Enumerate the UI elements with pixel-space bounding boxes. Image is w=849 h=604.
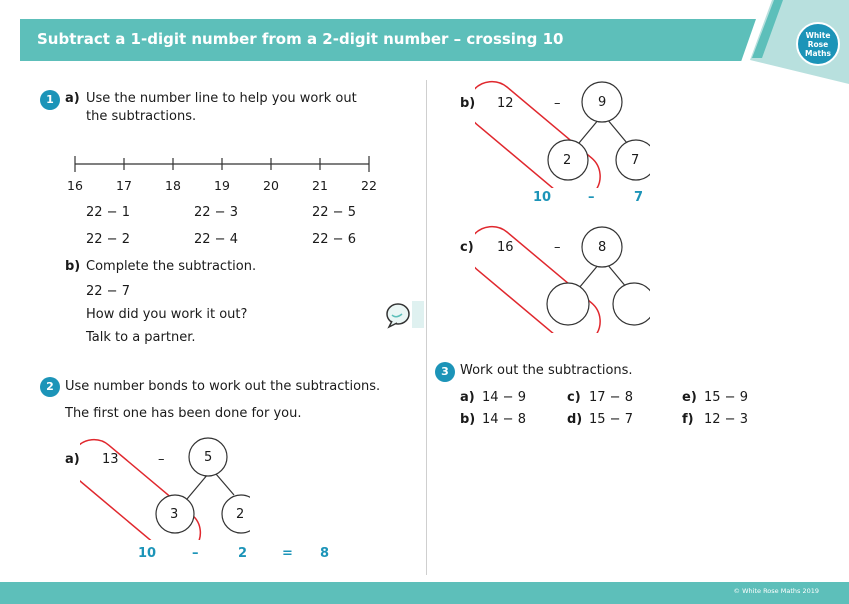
q3-item-expression: 15 − 7 <box>589 412 633 427</box>
q1b-expression: 22 − 7 <box>86 284 130 299</box>
q2b-eq-7: 7 <box>634 190 644 205</box>
q3-item-label: c) <box>567 390 581 405</box>
q2b-whole: 12 <box>497 96 514 111</box>
q1a-text-line2: the subtractions. <box>86 109 197 124</box>
q2b-eq-10: 10 <box>533 190 552 205</box>
q1b-question: How did you work it out? <box>86 307 248 322</box>
number-line <box>70 154 375 174</box>
q3-item-expression: 14 − 9 <box>482 390 526 405</box>
question-3-badge: 3 <box>435 362 455 382</box>
q2b-part2: 7 <box>631 153 640 168</box>
q3-text: Work out the subtractions. <box>460 363 633 378</box>
q2b-subtrahend: 9 <box>598 95 607 110</box>
q3-item-expression: 15 − 9 <box>704 390 748 405</box>
footer-bar <box>0 582 849 604</box>
q1a-label: a) <box>65 91 80 106</box>
number-line-label: 20 <box>263 178 279 193</box>
q3-item-expression: 14 − 8 <box>482 412 526 427</box>
q2a-eq-equals: = <box>282 546 293 561</box>
page-title: Subtract a 1-digit number from a 2-digit number – crossing 10 <box>37 30 564 48</box>
q3-item-expression: 17 − 8 <box>589 390 633 405</box>
number-line-label: 16 <box>67 178 83 193</box>
q3-item-label: e) <box>682 390 697 405</box>
q2b-part1: 2 <box>563 153 572 168</box>
speech-bubble-icon <box>383 301 413 329</box>
q2a-minus: – <box>158 452 165 467</box>
q2a-part1: 3 <box>170 507 179 522</box>
q2c-minus: – <box>554 240 561 255</box>
q2a-eq-2: 2 <box>238 546 248 561</box>
divider-tab <box>412 301 424 328</box>
subtraction-expression: 22 − 2 <box>86 232 130 247</box>
q2a-whole: 13 <box>102 452 119 467</box>
number-line-label: 17 <box>116 178 132 193</box>
q1a-text-line1: Use the number line to help you work out <box>86 91 357 106</box>
q2a-eq-minus: – <box>192 546 199 561</box>
number-bond-diagram-b <box>475 73 650 188</box>
q2a-part2: 2 <box>236 507 245 522</box>
copyright: © White Rose Maths 2019 <box>733 587 819 595</box>
q3-item-label: a) <box>460 390 475 405</box>
number-line-label: 21 <box>312 178 328 193</box>
number-bond-diagram-a <box>80 430 250 540</box>
white-rose-maths-logo: White Rose Maths <box>796 22 840 66</box>
q1b-text: Complete the subtraction. <box>86 259 257 274</box>
q2b-label: b) <box>460 96 476 111</box>
q2b-eq-minus: – <box>588 190 595 205</box>
q2a-eq-10: 10 <box>138 546 157 561</box>
q2a-eq-8: 8 <box>320 546 330 561</box>
column-divider <box>426 80 427 575</box>
q2b-minus: – <box>554 96 561 111</box>
q3-item-label: f) <box>682 412 694 427</box>
q1b-talk-prompt: Talk to a partner. <box>86 330 196 345</box>
subtraction-expression: 22 − 6 <box>312 232 356 247</box>
q1b-label: b) <box>65 259 81 274</box>
number-line-label: 18 <box>165 178 181 193</box>
subtraction-expression: 22 − 5 <box>312 205 356 220</box>
q2-text-line1: Use number bonds to work out the subtractions. <box>65 379 381 394</box>
question-2-badge: 2 <box>40 377 60 397</box>
subtraction-expression: 22 − 4 <box>194 232 238 247</box>
q3-item-label: b) <box>460 412 476 427</box>
subtraction-expression: 22 − 3 <box>194 205 238 220</box>
q2-text-line2: The first one has been done for you. <box>65 406 302 421</box>
q2a-subtrahend: 5 <box>204 450 213 465</box>
q2c-subtrahend: 8 <box>598 240 607 255</box>
subtraction-expression: 22 − 1 <box>86 205 130 220</box>
q2a-label: a) <box>65 452 80 467</box>
q3-item-expression: 12 − 3 <box>704 412 748 427</box>
question-1-badge: 1 <box>40 90 60 110</box>
q3-item-label: d) <box>567 412 583 427</box>
q2c-whole: 16 <box>497 240 514 255</box>
number-line-label: 22 <box>361 178 377 193</box>
number-bond-diagram-c <box>475 218 650 333</box>
q2c-label: c) <box>460 240 474 255</box>
number-line-label: 19 <box>214 178 230 193</box>
